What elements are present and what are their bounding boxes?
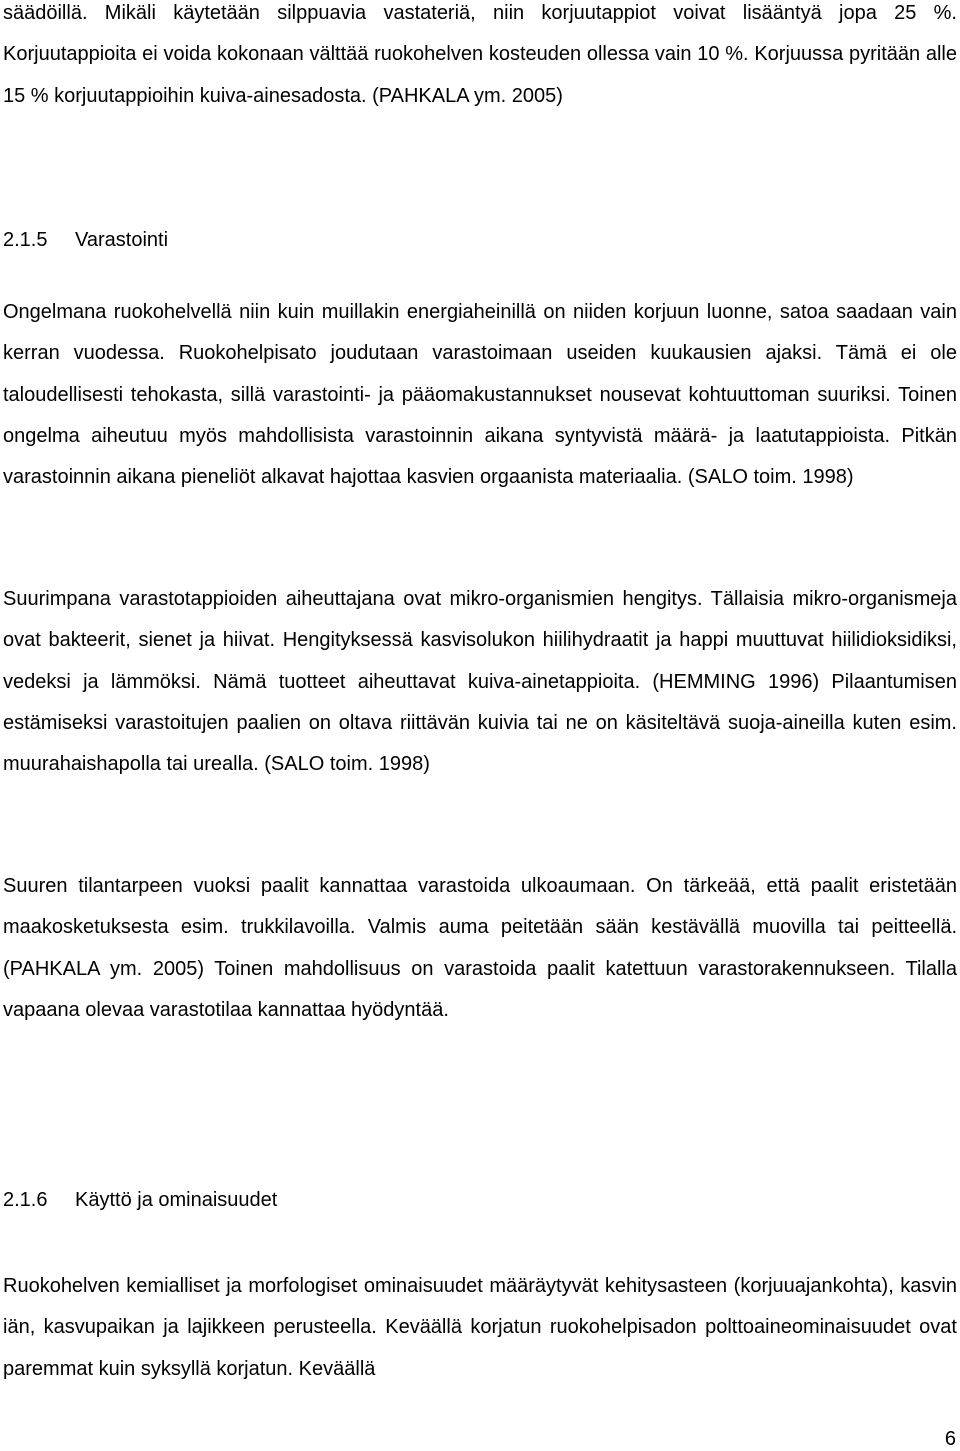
storage-paragraph-3: Suuren tilantarpeen vuoksi paalit kannattaa varastoida ulkoaumaan. On tärkeää, että paalit eristetään maakosketuksesta esim. trukkilavoilla. Valmis auma peitetään sään kestävällä muovilla tai peitteellä. (PAHKALA ym. 2005) Toinen mahdollisuus on varastoida paalit katettuun varastorakennukseen. Tilalla vapaana olevaa varastotilaa kannattaa hyödyntää.: [3, 875, 957, 1021]
use-paragraph-1: Ruokohelven kemialliset ja morfologiset ominaisuudet määräytyvät kehitysasteen (korjuuajankohta), kasvin iän, kasvupaikan ja lajikkeen perusteella. Keväällä korjatun ruokohelpisadon polttoaineominaisuudet ovat paremmat kuin syksyllä korjatun. Keväällä: [3, 1275, 957, 1380]
section-title: Varastointi: [75, 229, 169, 251]
storage-paragraph-1: Ongelmana ruokohelvellä niin kuin muillakin energiaheinillä on niiden korjuun luonne, satoa saadaan vain kerran vuodessa. Ruokohelpisato joudutaan varastoimaan useiden kuukausien ajaksi. Tämä ei ole taloudellisesti tehokasta, sillä varastointi- ja pääomakustannukset nousevat kohtuuttoman suuriksi. Toinen ongelma aiheutuu myös mahdollisista varastoinnin aikana syntyvistä määrä- ja laatutappioista. Pitkän varastoinnin aikana pieneliöt alkavat hajottaa kasvien orgaanista materiaalia. (SALO toim. 1998): [3, 301, 957, 489]
section-number: 2.1.5: [3, 229, 48, 251]
intro-paragraph: säädöillä. Mikäli käytetään silppuavia vastateriä, niin korjuutappiot voivat lisääntyä jopa 25 %. Korjuutappioita ei voida kokonaan välttää ruokohelven kosteuden ollessa vain 10 %. Korjuussa pyritään alle 15 % korjuutappioihin kuiva-ainesadosta. (PAHKALA ym. 2005): [3, 2, 957, 107]
storage-paragraph-2: Suurimpana varastotappioiden aiheuttajana ovat mikro-organismien hengitys. Tällaisia mikro-organismeja ovat bakteerit, sienet ja hiivat. Hengityksessä kasvisolukon hiilihydraatit ja happi muuttuvat hiilidioksidiksi, vedeksi ja lämmöksi. Nämä tuotteet aiheuttavat kuiva-ainetappioita. (HEMMING 1996) Pilaantumisen estämiseksi varastoitujen paalien on oltava riittävän kuivia tai ne on käsiteltävä suoja-aineilla kuten esim. muurahaishapolla tai urealla. (SALO toim. 1998): [3, 588, 957, 776]
section-number: 2.1.6: [3, 1189, 48, 1211]
section-title: Käyttö ja ominaisuudet: [75, 1189, 278, 1211]
page-number: 6: [944, 1428, 956, 1450]
section-heading-storage: [3, 226, 168, 254]
section-heading-use: [3, 1186, 277, 1214]
